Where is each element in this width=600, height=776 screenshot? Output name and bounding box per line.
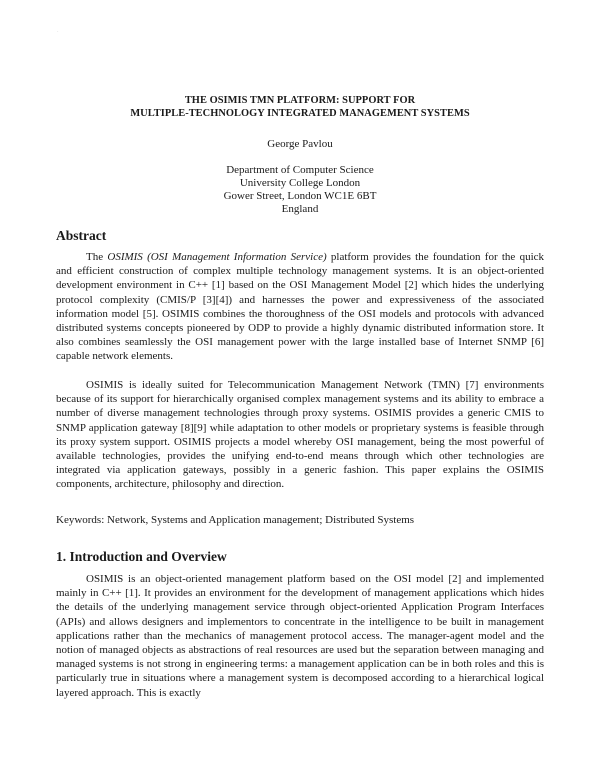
paper-title-line-1: THE OSIMIS TMN PLATFORM: SUPPORT FOR xyxy=(184,95,416,106)
affiliation-line-4: England xyxy=(281,203,319,215)
abstract-p1-italic: OSIMIS (OSI Management Information Service) xyxy=(107,251,327,263)
author-name: George Pavlou xyxy=(267,138,333,150)
abstract-paragraph-2: OSIMIS is ideally suited for Telecommunication Management Network (TMN) [7] environments because of its support for hierarchically organised complex management systems and its ability to embrace a number of diverse management technologies through proxy systems. OSIMIS provides a generic CMIS to SNMP application gateway [8][9] while adaptation to other models or proprietary systems is feasible through its proxy system support. OSIMIS projects a model whereby OSI management, being the most powerful of available technologies, provides the unifying end-to-end means through which other technologies are integrated via application gateways, possibly in a generic fashion. This paper explains the OSIMIS components, architecture, philosophy and direction. xyxy=(56,379,544,491)
abstract-p1-rest: platform provides the foundation for the quick and efficient construction of complex multiple technology management systems. It is an object-oriented development environment in C++ [1] based on the OSI Management Model [2] which hides the underlying protocol complexity (CMIS/P [3][4]) and harnesses the power and expressiveness of the associated information model [5]. OSIMIS combines the thoroughness of the OSI models and protocols with advanced distributed systems concepts pioneered by ODP to provide a highly dynamic distributed information store. It also combines seamlessly the OSI management power with the large installed base of Internet SNMP [6] capable network elements. xyxy=(56,251,545,363)
abstract-p1-start: The xyxy=(86,251,108,263)
section-1-paragraph-1: OSIMIS is an object-oriented management platform based on the OSI model [2] and implemented mainly in C++ [1]. It provides an environment for the development of management applications which hides the details of the underlying management service through object-oriented Application Program Interfaces (APIs) and allows designers and implementors to concentrate in the intelligence to be built in management applications rather than the mechanics of management protocol access. The manager-agent model and the notion of managed objects as abstractions of real resources are used but the separation between managing and managed systems is not strong in engineering terms: a management application can be in both roles and this is particularly true in situations where a management system is decomposed according to a hierarchical logical layered approach. This is exactly xyxy=(56,573,544,699)
abstract-paragraph-1 xyxy=(56,250,544,364)
affiliation-line-1: Department of Computer Science xyxy=(226,164,374,176)
keywords-line: Keywords: Network, Systems and Application management; Distributed Systems xyxy=(56,514,415,526)
scan-mark: · xyxy=(57,30,59,35)
affiliation-line-2: University College London xyxy=(239,177,361,189)
section-1-heading: 1. Introduction and Overview xyxy=(56,549,227,564)
affiliation-line-3: Gower Street, London WC1E 6BT xyxy=(223,190,377,202)
abstract-heading: Abstract xyxy=(56,228,107,243)
paper-title-line-2: MULTIPLE-TECHNOLOGY INTEGRATED MANAGEMENT SYSTEMS xyxy=(130,108,470,119)
